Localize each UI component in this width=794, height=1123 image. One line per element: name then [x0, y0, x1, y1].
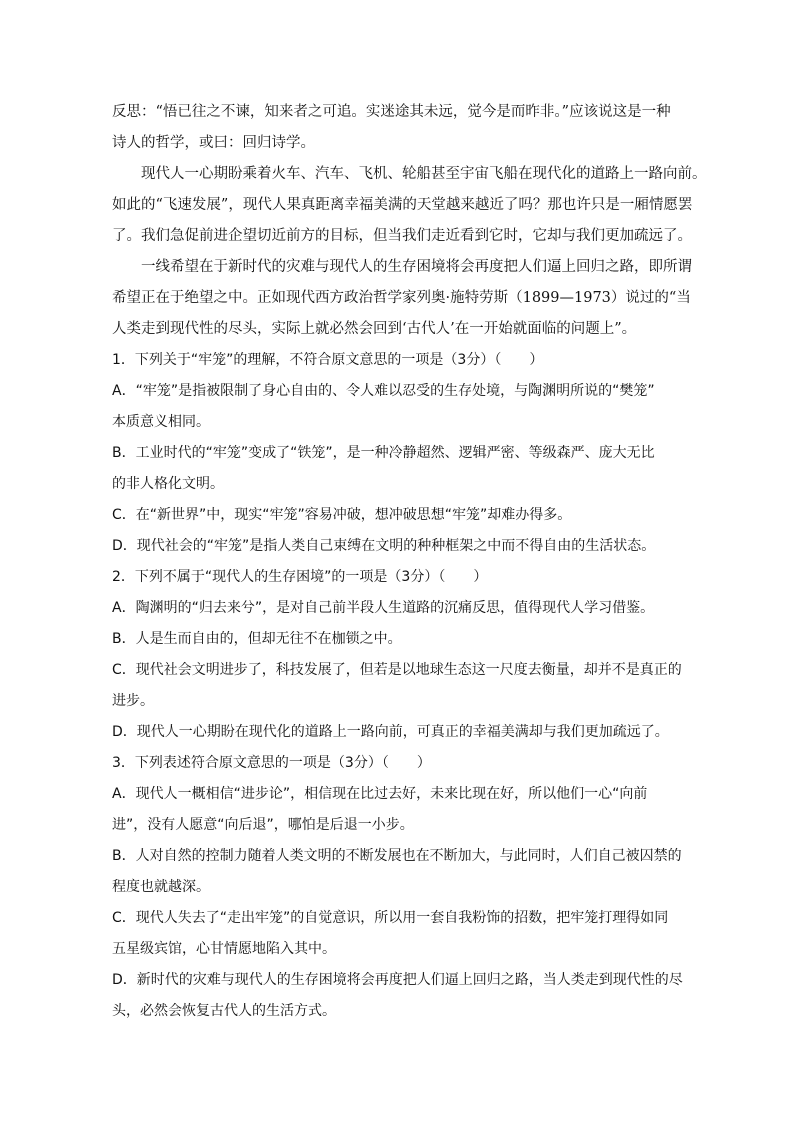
option-line: 程度也就越深。: [112, 879, 210, 895]
option-a[interactable]: [112, 593, 682, 624]
option-line: 的非人格化文明。: [112, 476, 224, 492]
option-line: 进步。: [112, 693, 154, 709]
option-line: B．人是生而自由的，但却无往不在枷锁之中。: [112, 631, 402, 647]
option-c[interactable]: [112, 655, 682, 717]
option-d[interactable]: [112, 965, 682, 1027]
passage-line: 诗人的哲学，或曰：回归诗学。: [112, 135, 315, 151]
option-line: 进”，没有人愿意“向后退”，哪怕是后退一小步。: [112, 817, 414, 833]
question-1: [112, 345, 682, 562]
passage-line: 一线希望在于新时代的灾难与现代人的生存困境将会再度把人们逼上回归之路，即所谓: [141, 259, 692, 275]
page-content: [112, 97, 707, 1027]
passage-line: 如此的“飞速发展”，现代人果真距离幸福美满的天堂越来越近了吗？那也许只是一厢情愿罢: [112, 197, 693, 213]
option-line: B．工业时代的“牢笼”变成了“铁笼”，是一种冷静超然、逻辑严密、等级森严、庞大无比: [112, 445, 655, 461]
option-c[interactable]: [112, 903, 682, 965]
option-line: B．人对自然的控制力随着人类文明的不断发展也在不断加大，与此同时，人们自己被囚禁的: [112, 848, 682, 864]
option-line: A．现代人一概相信“进步论”，相信现在比过去好，未来比现在好，所以他们一心“向前: [112, 786, 648, 802]
option-a[interactable]: [112, 376, 682, 438]
question-3: [112, 748, 682, 1027]
question-stem: 3．下列表述符合原文意思的一项是（3分）（ ）: [112, 755, 431, 771]
option-line: D．现代人一心期盼在现代化的道路上一路向前，可真正的幸福美满却与我们更加疏远了。: [112, 724, 669, 740]
passage-line: 希望正在于绝望之中。正如现代西方政治哲学家列奥·施特劳斯（1899—1973）说过的“当: [112, 290, 691, 306]
option-line: D．现代社会的“牢笼”是指人类自己束缚在文明的种种框架之中而不得自由的生活状态。: [112, 538, 656, 554]
option-line: 头，必然会恢复古代人的生活方式。: [112, 1003, 336, 1019]
option-line: A．“牢笼”是指被限制了身心自由的、令人难以忍受的生存处境，与陶渊明所说的“樊笼”: [112, 383, 655, 399]
option-line: D．新时代的灾难与现代人的生存困境将会再度把人们逼上回归之路，当人类走到现代性的尽: [112, 972, 683, 988]
option-line: 五星级宾馆，心甘情愿地陷入其中。: [112, 941, 336, 957]
passage-line: 了。我们急促前进企望切近前方的目标，但当我们走近看到它时，它却与我们更加疏远了。: [112, 228, 692, 244]
question-stem: 1．下列关于“牢笼”的理解，不符合原文意思的一项是（3分）（ ）: [112, 352, 544, 368]
option-line: C．现代人失去了“走出牢笼”的自觉意识，所以用一套自我粉饰的招数，把牢笼打理得如同: [112, 910, 669, 926]
option-line: A．陶渊明的“归去来兮”，是对自己前半段人生道路的沉痛反思，值得现代人学习借鉴。: [112, 600, 655, 616]
question-stem: 2．下列不属于“现代人的生存困境”的一项是（3分）（ ）: [112, 569, 488, 585]
option-b[interactable]: [112, 841, 682, 903]
option-b[interactable]: [112, 438, 682, 500]
option-line: 本质意义相同。: [112, 414, 210, 430]
option-a[interactable]: [112, 779, 682, 841]
option-d[interactable]: [112, 717, 682, 748]
passage-line: 反思：“悟已往之不谏，知来者之可追。实迷途其未远，觉今是而昨非。”应该说这是一种: [112, 104, 671, 120]
passage-line: 现代人一心期盼乘着火车、汽车、飞机、轮船甚至宇宙飞船在现代化的道路上一路向前。: [141, 166, 707, 182]
passage-line: 人类走到现代性的尽头，实际上就必然会回到‘古代人’在一开始就面临的问题上”。: [112, 321, 637, 337]
option-b[interactable]: [112, 624, 682, 655]
passage: [112, 97, 707, 345]
option-c[interactable]: [112, 500, 682, 531]
option-line: C．现代社会文明进步了，科技发展了，但若是以地球生态这一尺度去衡量，却并不是真正的: [112, 662, 682, 678]
option-line: C．在“新世界”中，现实“牢笼”容易冲破，想冲破思想“牢笼”却难办得多。: [112, 507, 572, 523]
option-d[interactable]: [112, 531, 682, 562]
question-2: [112, 562, 682, 748]
